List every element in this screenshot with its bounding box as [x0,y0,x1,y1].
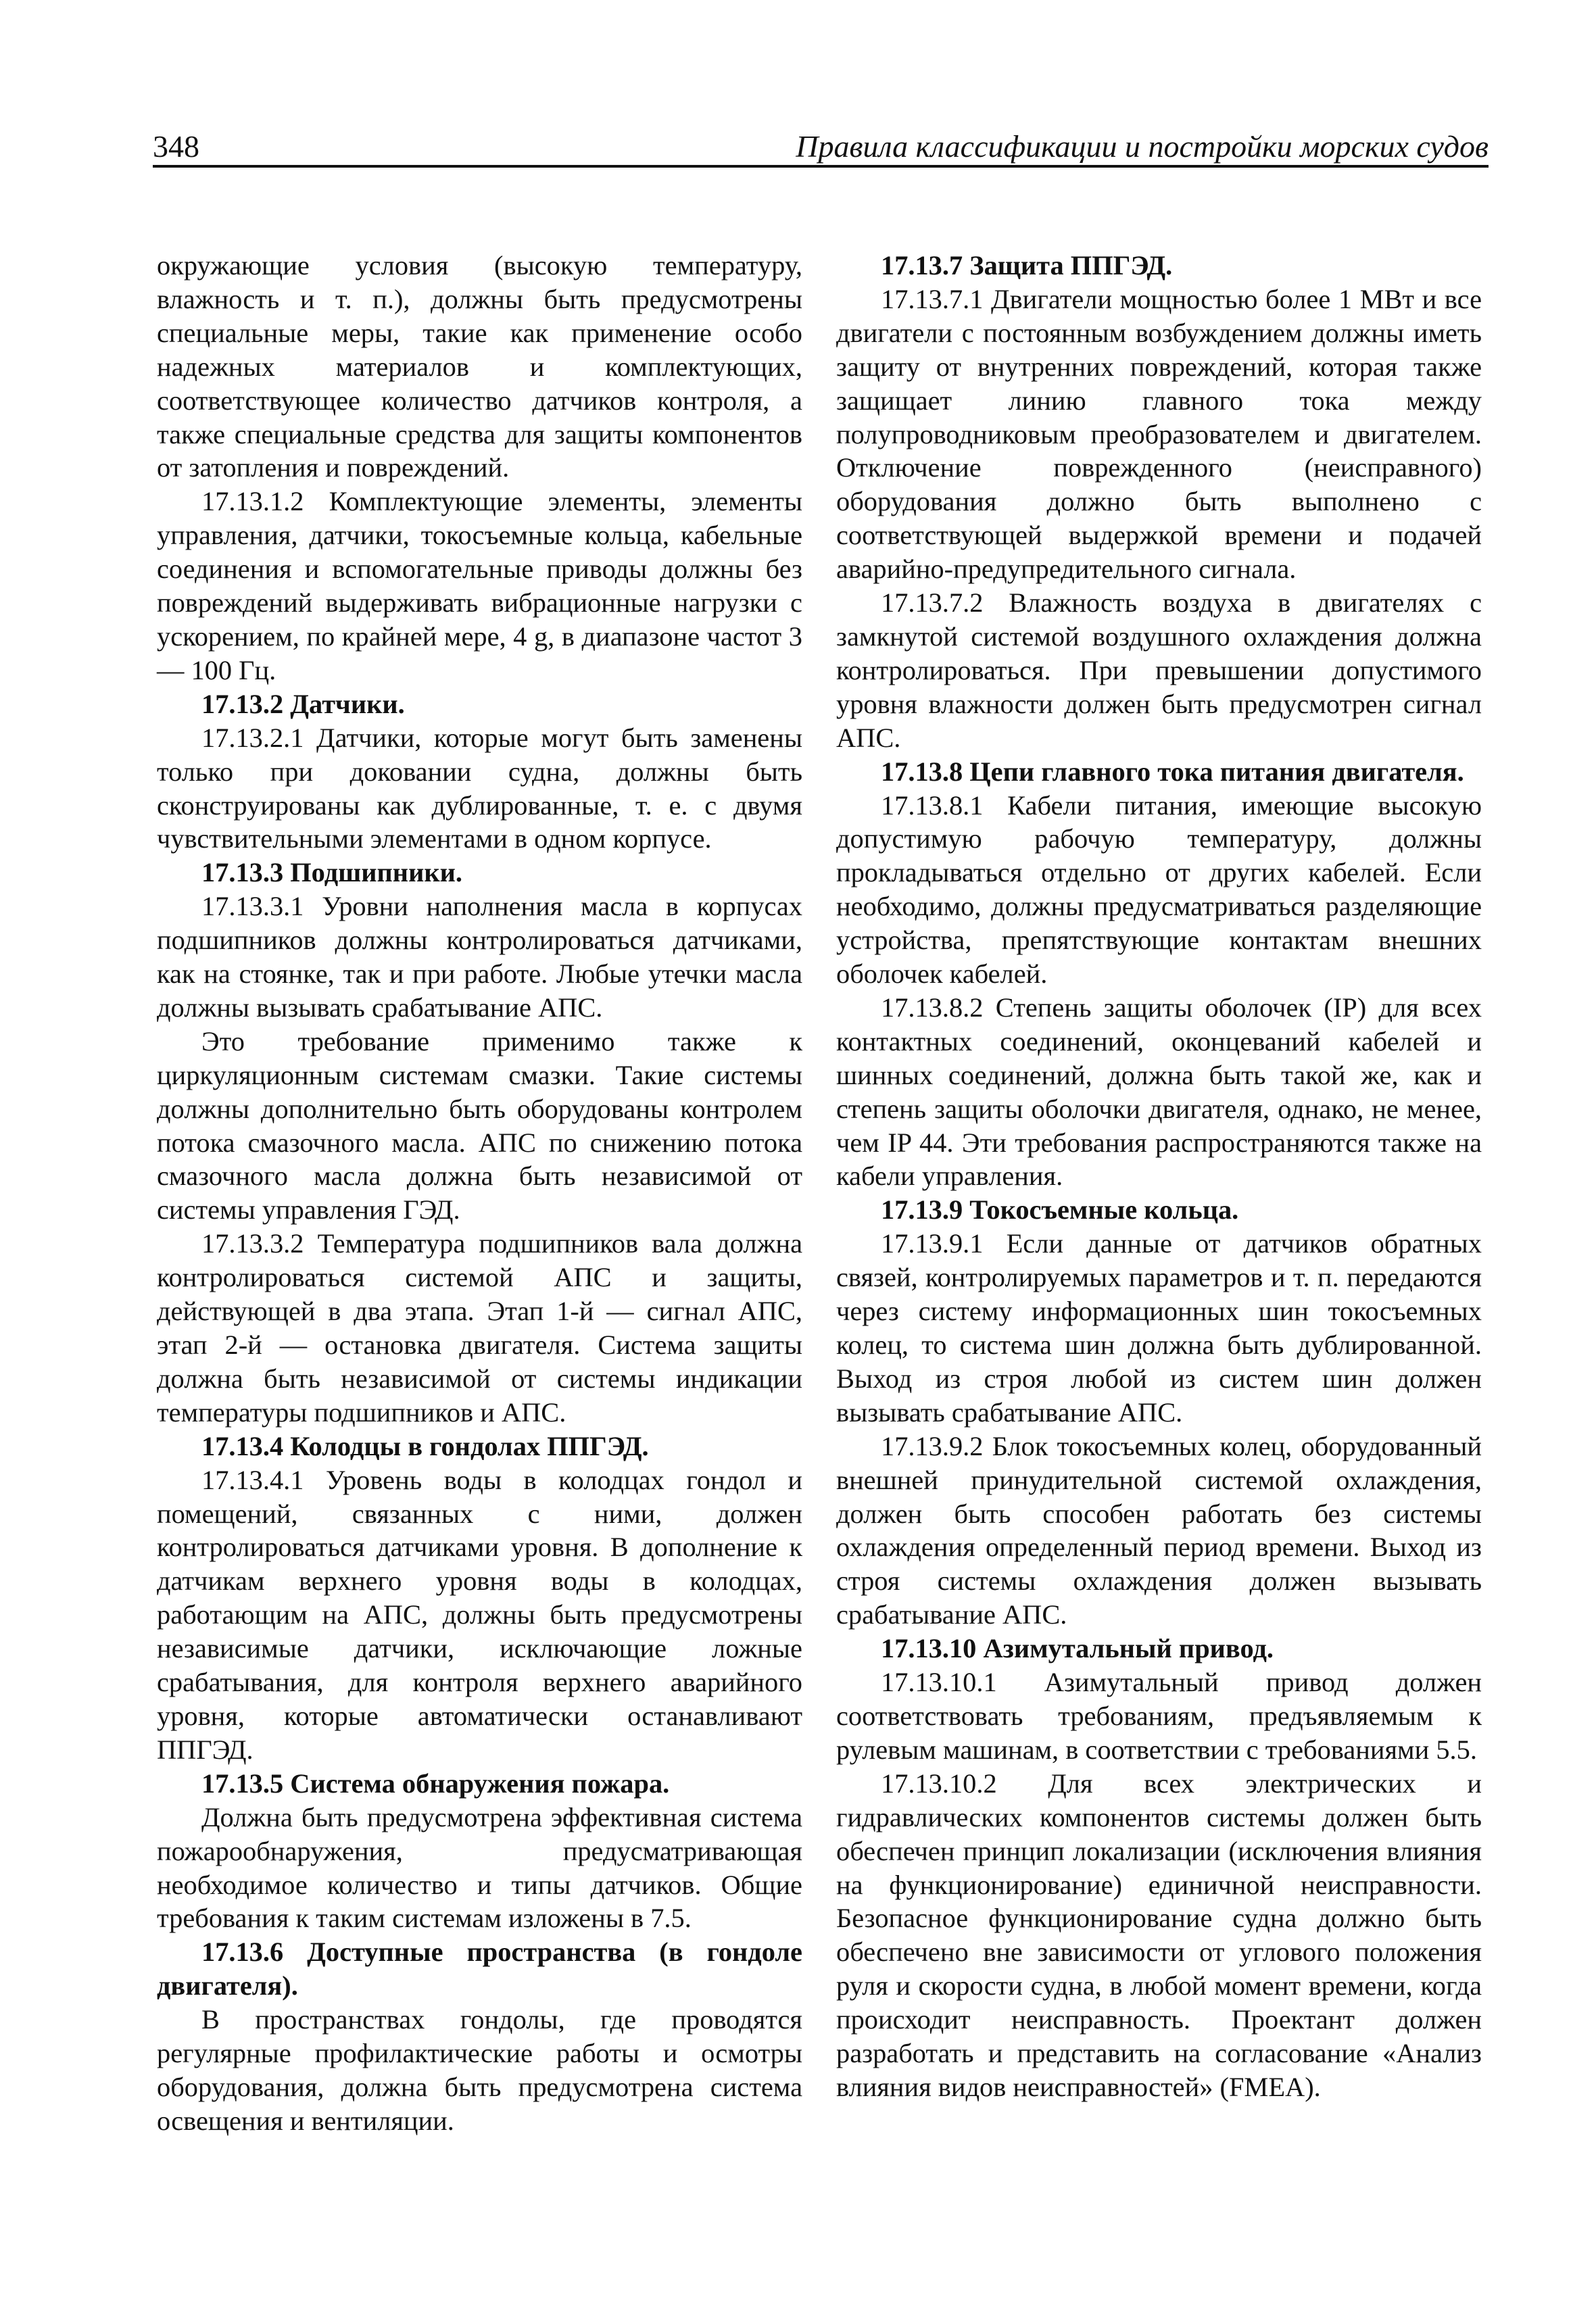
clause-text: Уровни наполнения масла в корпусах подшипников должны контролироваться датчиками, как на стоянке, так и при работе. Любые утечки масла должны вызывать срабатывание АПС. [157,891,802,1023]
clause-text: Кабели питания, имеющие высокую допустимую рабочую температуру, должны прокладываться отдельно от других кабелей. Если необходимо, должны предусматриваться разделяющие устройства, препятствующие контактам внешних оболочек кабелей. [836,789,1482,990]
section-heading: 17.13.5 Система обнаружения пожара. [201,1768,670,1799]
clause-number: 17.13.3.2 [201,1228,304,1259]
clause-number: 17.13.8.2 [881,992,984,1023]
section-heading: 17.13.3 Подшипники. [201,857,462,888]
paragraph: В пространствах гондолы, где проводятся регулярные профилактические работы и осмотры оборудования, должна быть предусмотрена система освещения и вентиляции. [157,2004,802,2136]
paragraph [836,1767,1482,2104]
paragraph [836,283,1482,586]
clause-number: 17.13.9.1 [881,1228,984,1259]
paragraph: окружающие условия (высокую температуру, влажность и т. п.), должны быть предусмотрены специальные меры, такие как применение особо надежных материалов и комплектующих, соответствующее количество датчиков контроля, а также специальные средства для защиты компонентов от затопления и повреждений. [157,250,802,483]
clause-text: Блок токосъемных колец, оборудованный внешней принудительной системой охлаждения, должен быть способен работать без системы охлаждения определенный период времени. Выход из строя системы охлаждения должен вызывать срабатывание АПС. [836,1430,1482,1630]
paragraph [836,1666,1482,1767]
clause-text: Азимутальный привод должен соответствовать требованиям, предъявляемым к рулевым машинам, в соответствии с требованиями 5.5. [836,1667,1482,1765]
clause-number: 17.13.10.2 [881,1768,997,1799]
section-heading: 17.13.8 Цепи главного тока питания двигателя. [881,756,1464,787]
clause-text: Влажность воздуха в двигателях с замкнутой системой воздушного охлаждения должна контролироваться. При превышении допустимого уровня влажности должен быть предусмотрен сигнал АПС. [836,587,1482,753]
page-number: 348 [153,129,199,164]
running-title: Правила классификации и постройки морских судов [796,129,1489,164]
paragraph [836,586,1482,755]
clause-text: Для всех электрических и гидравлических компонентов системы должен быть обеспечен принцип локализации (исключения влияния на функционирование) единичной неисправности. Безопасное функционирование судна должно быть обеспечено вне зависимости от углового положения руля и скорости судна, в любой момент времени, когда происходит неисправность. Проектант должен разработать и представить на согласование «Анализ влияния видов неисправностей» (FMEA). [836,1768,1482,2102]
clause-text: Датчики, которые могут быть заменены только при доковании судна, должны быть сконструированы как дублированные, т. е. с двумя чувствительными элементами в одном корпусе. [157,722,802,854]
clause-text: Комплектующие элементы, элементы управления, датчики, токосъемные кольца, кабельные соединения и вспомогательные приводы должны без повреждений выдерживать вибрационные нагрузки с ускорением, по крайней мере, 4 g, в диапазоне частот 3 — 100 Гц. [157,486,802,685]
section-heading: 17.13.10 Азимутальный привод. [881,1633,1274,1664]
clause-number: 17.13.8.1 [881,789,984,821]
clause-text: Температура подшипников вала должна контролироваться системой АПС и защиты, действующей в два этапа. Этап 1-й — сигнал АПС, этап 2-й — остановка двигателя. Система защиты должна быть независимой от системы индикации температуры подшипников и АПС. [157,1228,802,1428]
paragraph [836,789,1482,991]
section-heading: 17.13.2 Датчики. [201,688,405,719]
clause-number: 17.13.10.1 [881,1667,997,1698]
paragraph [157,1463,802,1767]
clause-number: 17.13.7.2 [881,587,984,618]
paragraph: Это требование применимо также к циркуляционным системам смазки. Такие системы должны дополнительно быть оборудованы контролем потока смазочного масла. АПС по снижению потока смазочного масла должна быть независимой от системы управления ГЭД. [157,1025,802,1225]
left-column [157,249,802,2138]
clause-text: Двигатели мощностью более 1 МВт и все двигатели с постоянным возбуждением должны иметь защиту от внутренних повреждений, которая также защищает линию главного тока между полупроводниковым преобразователем и двигателем. Отключение поврежденного (неисправного) оборудования должно быть выполнено с соответствующей выдержкой времени и подачей аварийно-предупредительного сигнала. [836,283,1482,585]
paragraph [157,485,802,687]
clause-number: 17.13.7.1 [881,283,984,314]
clause-number: 17.13.1.2 [201,486,304,517]
paragraph [157,721,802,856]
clause-number: 17.13.2.1 [201,722,304,753]
paragraph [836,1227,1482,1429]
paragraph [836,1430,1482,1632]
page-header [153,128,1489,168]
section-heading: 17.13.4 Колодцы в гондолах ППГЭД. [201,1430,649,1461]
clause-text: Степень защиты оболочек (IP) для всех контактных соединений, оконцеваний кабелей и шинных соединений, должна быть такой же, как и степень защиты оболочки двигателя, однако, не менее, чем IP 44. Эти требования распространяются также на кабели управления. [836,992,1482,1192]
paragraph [157,890,802,1025]
clause-text: Если данные от датчиков обратных связей, контролируемых параметров и т. п. передаются через систему информационных шин токосъемных колец, то система шин должна быть дублированной. Выход из строя любой из систем шин должен вызывать срабатывание АПС. [836,1228,1482,1428]
paragraph [836,991,1482,1193]
section-heading: 17.13.7 Защита ППГЭД. [881,250,1173,281]
section-heading: 17.13.6 Доступные пространства (в гондоле двигателя). [157,1937,802,2001]
section-heading: 17.13.9 Токосъемные кольца. [881,1194,1239,1225]
clause-text: Уровень воды в колодцах гондол и помещений, связанных с ними, должен контролироваться датчиками уровня. В дополнение к датчикам верхнего уровня воды в колодцах, работающим на АПС, должны быть предусмотрены независимые датчики, исключающие ложные срабатывания, для контроля верхнего аварийного уровня, которые автоматически останавливают ППГЭД. [157,1464,802,1765]
paragraph [157,1227,802,1429]
clause-number: 17.13.9.2 [881,1430,984,1461]
clause-number: 17.13.3.1 [201,891,304,922]
clause-number: 17.13.4.1 [201,1464,304,1495]
paragraph: Должна быть предусмотрена эффективная система пожарообнаружения, предусматривающая необходимое количество и типы датчиков. Общие требования к таким системам изложены в 7.5. [157,1801,802,1934]
right-column [836,249,1482,2104]
